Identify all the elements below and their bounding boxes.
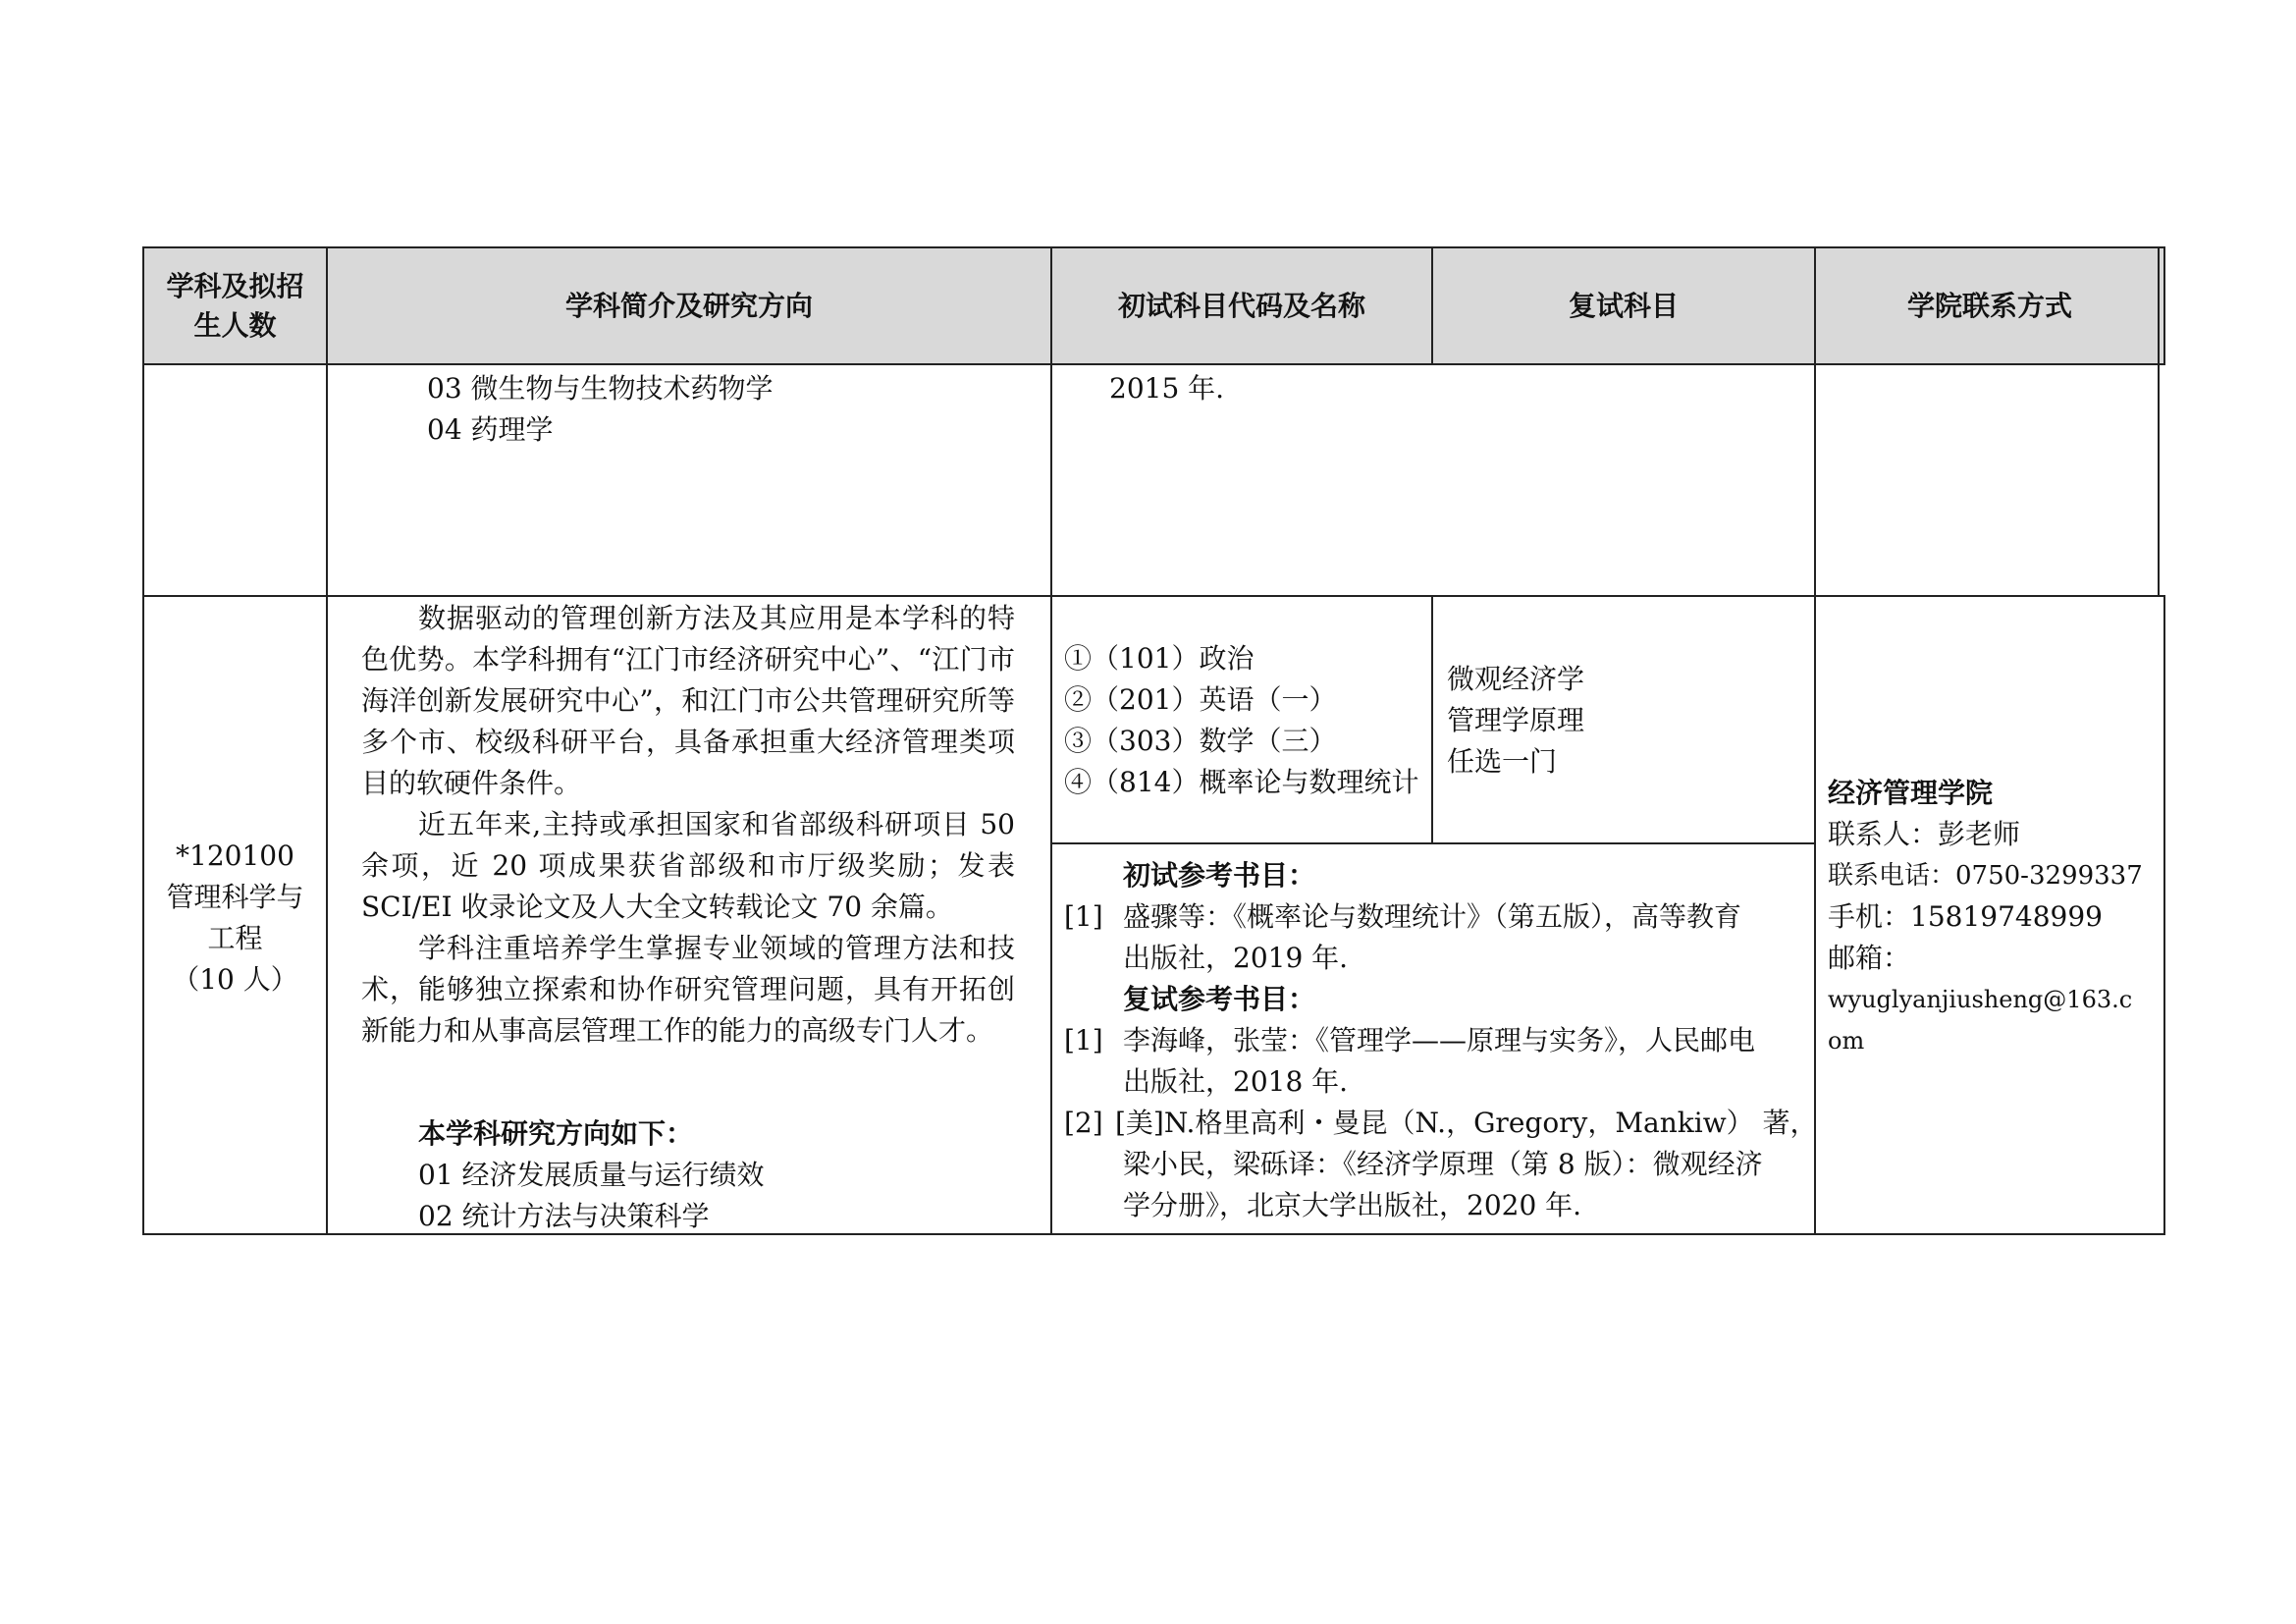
header-exam-subjects: 初试科目代码及名称 — [1117, 289, 1365, 322]
header-discipline-quota: 学科及拟招 生人数 — [166, 269, 304, 342]
exam-subject: ④（814）概率论与数理统计 — [1064, 766, 1419, 798]
direction-item: 02 统计方法与决策科学 — [418, 1200, 710, 1232]
reference-text: 盛骤等：《概率论与数理统计》（第五版），高等教育 — [1123, 900, 1742, 933]
enrollment-quota: （10 人） — [172, 963, 298, 996]
directions-title: 本学科研究方向如下： — [418, 1117, 694, 1150]
retest-references-title: 复试参考书目： — [1123, 983, 1316, 1015]
contact-email-label: 邮箱： — [1828, 942, 1911, 974]
direction-item: 01 经济发展质量与运行绩效 — [418, 1159, 765, 1191]
reference-text: 学分册》，北京大学出版社，2020 年. — [1123, 1189, 1582, 1221]
college-name: 经济管理学院 — [1828, 777, 1994, 809]
reference-text: [美]N.格里高利・曼昆（N.，Gregory，Mankiw） 著， — [1115, 1107, 1818, 1139]
exam-subject: ①（101）政治 — [1064, 642, 1255, 675]
direction-item: 04 药理学 — [427, 413, 554, 446]
discipline-code: *120100 — [176, 839, 294, 872]
contact-phone: 联系电话：0750-3299337 — [1828, 861, 2143, 891]
reference-number: [2] — [1064, 1107, 1103, 1139]
discipline-name: 工程 — [207, 922, 263, 954]
direction-item: 03 微生物与生物技术药物学 — [427, 372, 774, 405]
intro-paragraph: 近五年来,主持或承担国家和省部级科研项目 50 余项，近 20 项成果获省部级和市厅级奖励；发表 SCI/EI 收录论文及人大全文转载论文 70 余篇。 — [361, 808, 1015, 923]
reference-text: 梁小民，梁砾译：《经济学原理（第 8 版）：微观经济 — [1123, 1148, 1763, 1180]
contact-mobile: 手机：15819748999 — [1828, 900, 2103, 933]
contact-email[interactable]: wyuglyanjiusheng@163.c — [1828, 986, 2133, 1013]
contact-person: 联系人：彭老师 — [1828, 818, 2021, 850]
header-intro-directions: 学科简介及研究方向 — [564, 289, 813, 322]
reference-text: 出版社，2019 年. — [1123, 942, 1349, 974]
reference-number: [1] — [1064, 1024, 1103, 1056]
reference-tail: 2015 年. — [1109, 372, 1225, 405]
reference-text: 出版社，2018 年. — [1123, 1065, 1349, 1098]
retest-subject: 微观经济学 — [1447, 663, 1585, 695]
header-contact: 学院联系方式 — [1906, 289, 2072, 322]
intro-paragraph: 数据驱动的管理创新方法及其应用是本学科的特色优势。本学科拥有“江门市经济研究中心”、“江门市海洋创新发展研究中心”，和江门市公共管理研究所等多个市、校级科研平台，具备承担重大经济管理类项目的软硬件条件。 — [361, 602, 1015, 799]
retest-subject: 任选一门 — [1447, 745, 1558, 778]
exam-subject: ③（303）数学（三） — [1064, 725, 1337, 757]
header-retest-subjects: 复试科目 — [1568, 289, 1679, 322]
reference-text: 李海峰，张莹：《管理学——原理与实务》，人民邮电 — [1123, 1024, 1756, 1056]
contact-email[interactable]: om — [1828, 1027, 1865, 1055]
exam-subject: ②（201）英语（一） — [1064, 683, 1337, 716]
discipline-name: 管理科学与 — [166, 881, 304, 913]
reference-number: [1] — [1064, 900, 1103, 933]
initial-references-title: 初试参考书目： — [1123, 859, 1316, 892]
retest-subject: 管理学原理 — [1447, 704, 1585, 736]
intro-paragraph: 学科注重培养学生掌握专业领域的管理方法和技术，能够独立探索和协作研究管理问题，具有开拓创新能力和从事高层管理工作的能力的高级专门人才。 — [361, 932, 1015, 1047]
